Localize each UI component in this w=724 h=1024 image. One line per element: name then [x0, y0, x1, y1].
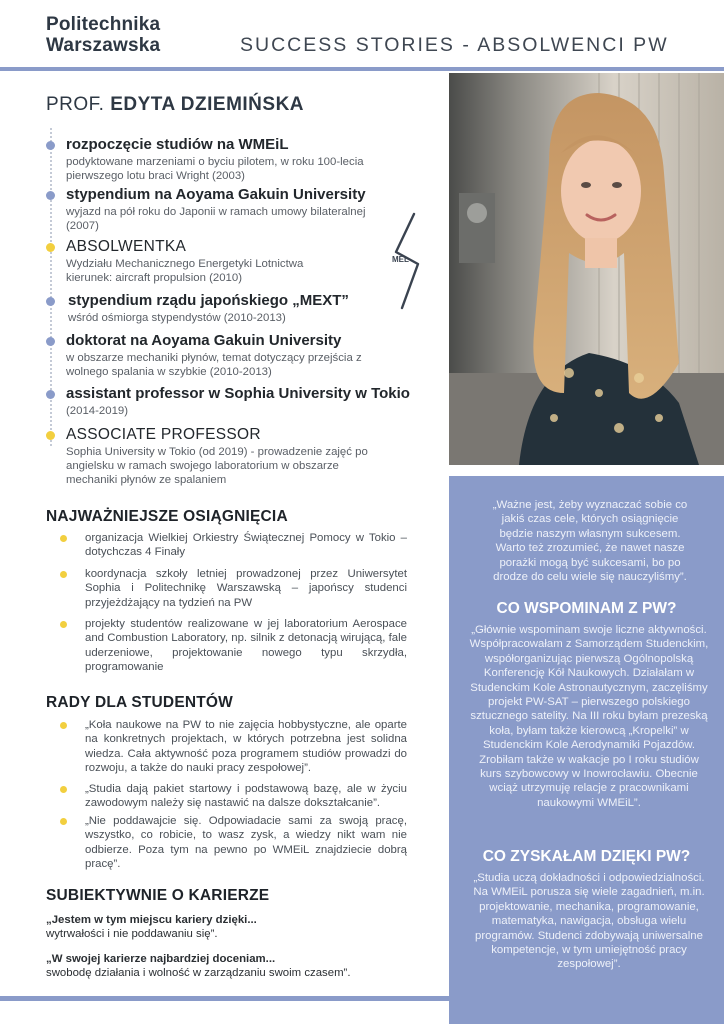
timeline-dot — [46, 431, 55, 440]
career-quote-2 — [46, 952, 351, 980]
advice-text: „Koła naukowe na PW to nie zajęcia hobbystyczne, ale oparte na konkretnych projektach, w których potrzebna jest solidna wiedza. Cała aktywność poza programem studiów prowadzi do rozwoju, a także do nauki pracy zespołowej”. — [85, 719, 407, 774]
timeline-title: ASSOCIATE PROFESSOR — [66, 426, 261, 443]
achievement-text: koordynacja szkoły letniej prowadzonej przez Uniwersytet Sophia i Politechnikę Warszawską – japońscy studenci przyjeżdżający na tydzień na PW — [85, 568, 407, 609]
advice-item — [85, 782, 407, 811]
career-question-1: „Jestem w tym miejscu kariery dzięki... — [46, 914, 257, 926]
career-question-2: „W swojej karierze najbardziej doceniam... — [46, 953, 276, 965]
timeline-desc: w obszarze mechaniki płynów, temat dotyczący przejścia z wolnego spalania w szybkie (2010-2013) — [66, 352, 362, 378]
bullet-dot — [60, 722, 67, 729]
timeline-desc: (2014-2019) — [66, 405, 129, 417]
achievement-text: organizacja Wielkiej Orkiestry Świątecznej Pomocy w Tokio – dotychczas 4 Finały — [85, 532, 407, 559]
university-logo — [46, 14, 160, 56]
bullet-dot — [60, 621, 67, 628]
timeline-dot — [46, 337, 55, 346]
timeline-dot — [46, 191, 55, 200]
bullet-dot — [60, 535, 67, 542]
timeline-dot — [46, 141, 55, 150]
person-prefix: PROF. — [46, 94, 105, 115]
bullet-dot — [60, 571, 67, 578]
logo-line-2: Warszawska — [46, 35, 161, 56]
timeline-title: ABSOLWENTKA — [66, 238, 187, 255]
advice-item — [85, 814, 407, 871]
bullet-dot — [60, 818, 67, 825]
panel-quote: „Ważne jest, żeby wyznaczać sobie co jakiś czas cele, których osiągnięcie będzie naszym własnym sukcesem. Warto też zrozumieć, że nawet nasze porażki mogą być sukcesami, bo po drodze do celu wiele się nauczyliśmy”. — [492, 499, 688, 584]
bullet-dot — [60, 786, 67, 793]
achievement-item — [85, 617, 407, 674]
timeline-dot — [46, 297, 55, 306]
panel-gains-text: „Studia uczą dokładności i odpowiedzialności. Na WMEiL porusza się wiele zagadnień, m.in. projektowanie, mechanika, programowanie, matematyka, nawigacja, obsługa wielu programów. Studenci zdobywają uniwersalne kompetencje, w tym umiejętność pracy zespołowej”. — [473, 872, 705, 971]
mel-logo-icon — [388, 212, 428, 310]
panel-heading-gains: CO ZYSKAŁAM DZIĘKI PW? — [482, 848, 691, 865]
timeline-desc: Sophia University w Tokio (od 2019) - prowadzenie zajęć po angielsku w ramach swojego laboratorium w obszarze mechaniki płynów ze spalaniem — [66, 446, 368, 486]
career-answer-1: wytrwałości i nie poddawaniu się”. — [46, 928, 218, 940]
timeline-desc: Wydziału Mechanicznego Energetyki Lotnictwa kierunek: aircraft propulsion (2010) — [66, 258, 304, 284]
header-title: SUCCESS STORIES - ABSOLWENCI PW — [240, 34, 669, 56]
portrait-photo — [449, 73, 724, 465]
timeline-title: stypendium na Aoyama Gakuin University — [66, 186, 366, 203]
timeline-desc: podyktowane marzeniami o byciu pilotem, w roku 100-lecia pierwszego lotu braci Wright (2003) — [66, 156, 364, 182]
advice-text: „Nie poddawajcie się. Odpowiadacie sami za swoją pracę, wszystko, co robicie, to wasz zysk, a wiedzy nikt wam nie odbierze. Poza tym na pewno po WMEiL znajdziecie dobrą pracę”. — [85, 815, 407, 870]
portrait-illustration — [449, 73, 724, 465]
advice-item — [85, 718, 407, 775]
advice-heading: RADY DLA STUDENTÓW — [46, 694, 234, 711]
timeline-desc: wśród ośmiorga stypendystów (2010-2013) — [68, 312, 286, 324]
panel-memories-text: „Głównie wspominam swoje liczne aktywności. Współpracowałam z Samorządem Studenckim, współorganizując pierwszą Ogólnopolską Konferencję Kół Naukowych. Działałam w Studenckim Kole Astronautycznym, zaczęliśmy projekt PW-SAT – pierwszego polskiego sztucznego satelity. Na III roku byłam prezeską koła, byłam także kierowcą „Kropelki” w Studenckim Kole Aerodynamiki Pojazdów. Zrobiłam także w wakacje po I roku studiów kurs szybowcowy w Inowrocławiu. Obecnie wciąż utrzymuję relacje z pracownikami naukowymi WMEiL”. — [469, 624, 709, 809]
timeline-title: doktorat na Aoyama Gakuin University — [66, 332, 342, 349]
timeline-title: stypendium rządu japońskiego „MEXT” — [68, 292, 349, 309]
career-heading: SUBIEKTYWNIE O KARIERZE — [46, 887, 270, 904]
achievements-heading: NAJWAŻNIEJSZE OSIĄGNIĘCIA — [46, 508, 288, 525]
mel-label: MEL — [392, 255, 409, 264]
right-panel — [449, 476, 724, 1024]
timeline-title: rozpoczęcie studiów na WMEiL — [66, 136, 289, 153]
timeline-title: assistant professor w Sophia University w Tokio — [66, 385, 410, 402]
advice-text: „Studia dają pakiet startowy i podstawową bazę, ale w życiu zawodowym należy się nastawić na dalsze dokształcanie”. — [85, 783, 407, 810]
person-fullname: EDYTA DZIEMIŃSKA — [110, 94, 305, 115]
achievement-item — [85, 531, 407, 560]
footer-divider — [0, 996, 449, 1001]
career-answer-2: swobodę działania i wolność w zarządzaniu swoim czasem”. — [46, 967, 351, 979]
timeline-dot — [46, 390, 55, 399]
person-name — [46, 94, 304, 116]
achievement-item — [85, 567, 407, 610]
header-divider — [0, 67, 724, 71]
logo-line-1: Politechnika — [46, 14, 161, 35]
career-quote-1 — [46, 913, 257, 941]
achievement-text: projekty studentów realizowane w jej laboratorium Aerospace and Combustion Laboratory, np. silnik z detonacją wirującą, fale uderzeniowe, projektowanie nowego typu skrzydła, programowanie — [85, 618, 407, 673]
timeline-dot — [46, 243, 55, 252]
timeline-desc: wyjazd na pół roku do Japonii w ramach umowy bilateralnej (2007) — [66, 206, 366, 232]
panel-heading-memories: CO WSPOMINAM Z PW? — [496, 600, 677, 617]
